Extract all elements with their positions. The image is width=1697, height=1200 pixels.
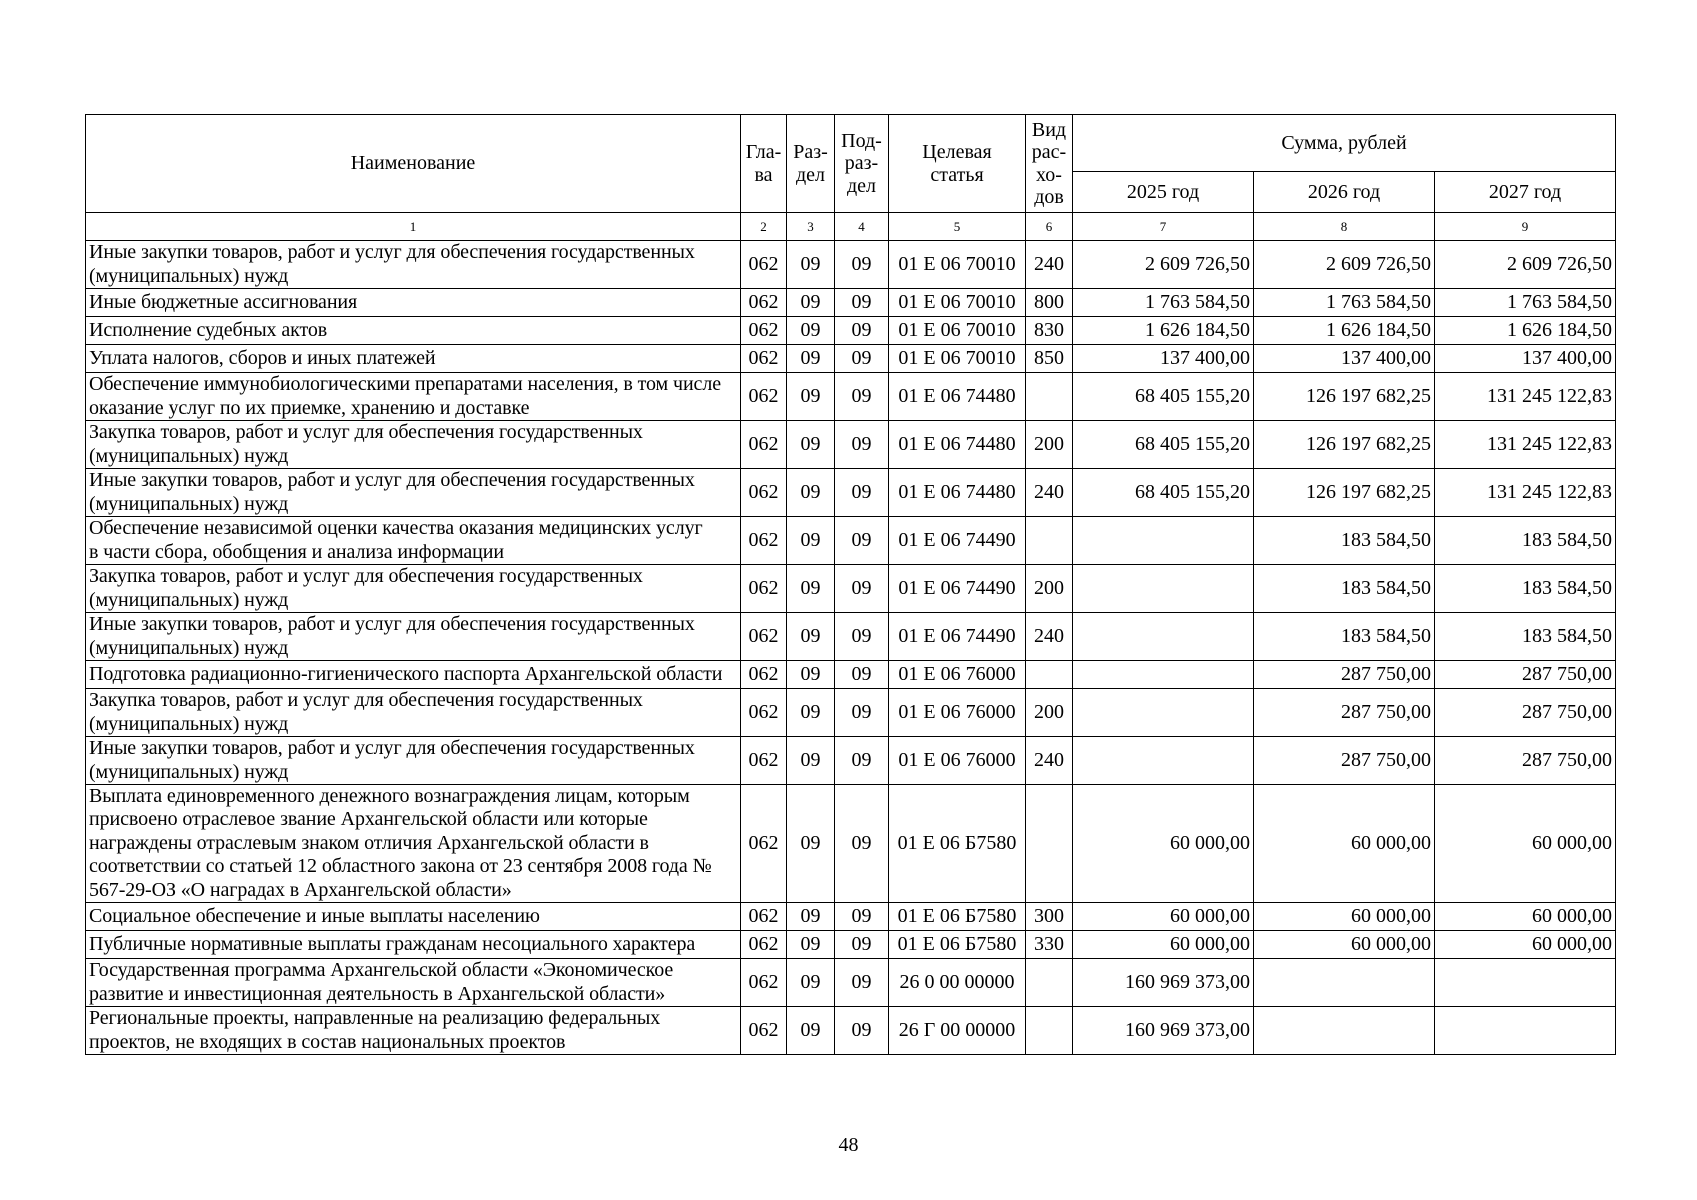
cell-section: 09 xyxy=(787,241,835,289)
cell-amount-2025: 160 969 373,00 xyxy=(1073,1007,1254,1055)
cell-chapter: 062 xyxy=(741,959,787,1007)
budget-table xyxy=(85,114,1616,1055)
table-row xyxy=(86,345,1616,373)
cell-subsection: 09 xyxy=(835,613,889,661)
cell-amount-2027 xyxy=(1435,959,1616,1007)
cell-target-item: 01 Е 06 70010 xyxy=(889,317,1026,345)
cell-amount-2025: 2 609 726,50 xyxy=(1073,241,1254,289)
cell-subsection: 09 xyxy=(835,289,889,317)
table-row xyxy=(86,931,1616,959)
table-row xyxy=(86,373,1616,421)
cell-expense-type: 800 xyxy=(1026,289,1073,317)
table-header xyxy=(86,115,1616,213)
table-row xyxy=(86,959,1616,1007)
cell-name: Закупка товаров, работ и услуг для обеспечения государственных (муниципальных) нужд xyxy=(86,689,741,737)
cell-target-item: 26 Г 00 00000 xyxy=(889,1007,1026,1055)
cell-expense-type: 240 xyxy=(1026,241,1073,289)
cell-name: Публичные нормативные выплаты гражданам несоциального характера xyxy=(86,931,741,959)
cell-chapter: 062 xyxy=(741,931,787,959)
cell-target-item: 01 Е 06 74490 xyxy=(889,613,1026,661)
cell-section: 09 xyxy=(787,517,835,565)
cell-chapter: 062 xyxy=(741,785,787,903)
cell-amount-2025: 68 405 155,20 xyxy=(1073,373,1254,421)
header-year-2025: 2025 год xyxy=(1073,172,1254,213)
cell-expense-type: 330 xyxy=(1026,931,1073,959)
cell-chapter: 062 xyxy=(741,241,787,289)
cell-subsection: 09 xyxy=(835,345,889,373)
table-body xyxy=(86,213,1616,1055)
cell-section: 09 xyxy=(787,565,835,613)
header-expense-type: Вид рас- хо- дов xyxy=(1026,115,1073,213)
table-row xyxy=(86,903,1616,931)
cell-subsection: 09 xyxy=(835,1007,889,1055)
cell-amount-2026: 126 197 682,25 xyxy=(1254,469,1435,517)
table-row xyxy=(86,469,1616,517)
cell-expense-type xyxy=(1026,959,1073,1007)
cell-amount-2026: 287 750,00 xyxy=(1254,737,1435,785)
cell-amount-2026: 287 750,00 xyxy=(1254,661,1435,689)
cell-name: Обеспечение независимой оценки качества оказания медицинских услуг в части сбора, обобщения и анализа информации xyxy=(86,517,741,565)
cell-subsection: 09 xyxy=(835,317,889,345)
column-number: 3 xyxy=(787,213,835,241)
cell-section: 09 xyxy=(787,737,835,785)
cell-expense-type: 200 xyxy=(1026,689,1073,737)
column-number: 8 xyxy=(1254,213,1435,241)
cell-target-item: 01 Е 06 74480 xyxy=(889,373,1026,421)
cell-amount-2026: 287 750,00 xyxy=(1254,689,1435,737)
cell-chapter: 062 xyxy=(741,517,787,565)
cell-amount-2025 xyxy=(1073,517,1254,565)
cell-amount-2025: 137 400,00 xyxy=(1073,345,1254,373)
cell-amount-2027: 131 245 122,83 xyxy=(1435,469,1616,517)
cell-amount-2027: 131 245 122,83 xyxy=(1435,373,1616,421)
cell-section: 09 xyxy=(787,469,835,517)
header-subsection: Под- раз- дел xyxy=(835,115,889,213)
table-row xyxy=(86,517,1616,565)
cell-name: Обеспечение иммунобиологическими препаратами населения, в том числе оказание услуг по их приемке, хранению и доставке xyxy=(86,373,741,421)
cell-section: 09 xyxy=(787,613,835,661)
cell-target-item: 01 Е 06 Б7580 xyxy=(889,931,1026,959)
table-row xyxy=(86,1007,1616,1055)
header-target-item: Целевая статья xyxy=(889,115,1026,213)
cell-amount-2026: 126 197 682,25 xyxy=(1254,421,1435,469)
cell-subsection: 09 xyxy=(835,785,889,903)
cell-chapter: 062 xyxy=(741,469,787,517)
cell-name: Иные закупки товаров, работ и услуг для обеспечения государственных (муниципальных) нужд xyxy=(86,613,741,661)
cell-name: Уплата налогов, сборов и иных платежей xyxy=(86,345,741,373)
table-row xyxy=(86,737,1616,785)
header-section: Раз- дел xyxy=(787,115,835,213)
cell-expense-type: 200 xyxy=(1026,565,1073,613)
cell-name: Выплата единовременного денежного вознаграждения лицам, которым присвоено отраслевое звание Архангельской области или которые награждены отраслевым знаком отличия Архангельской области в соответствии со статьей 12 областного закона от 23 сентября 2008 года № 567-29-ОЗ «О наградах в Архангельской области» xyxy=(86,785,741,903)
cell-expense-type: 830 xyxy=(1026,317,1073,345)
cell-amount-2025 xyxy=(1073,661,1254,689)
cell-chapter: 062 xyxy=(741,565,787,613)
column-number: 2 xyxy=(741,213,787,241)
cell-amount-2027: 183 584,50 xyxy=(1435,565,1616,613)
column-number: 4 xyxy=(835,213,889,241)
cell-section: 09 xyxy=(787,785,835,903)
table-row xyxy=(86,785,1616,903)
table-row xyxy=(86,317,1616,345)
cell-amount-2026: 183 584,50 xyxy=(1254,517,1435,565)
page-number: 48 xyxy=(838,1134,859,1156)
cell-amount-2026: 60 000,00 xyxy=(1254,903,1435,931)
cell-chapter: 062 xyxy=(741,373,787,421)
cell-target-item: 01 Е 06 74490 xyxy=(889,517,1026,565)
cell-amount-2027 xyxy=(1435,1007,1616,1055)
cell-subsection: 09 xyxy=(835,931,889,959)
cell-expense-type: 240 xyxy=(1026,613,1073,661)
header-amount: Сумма, рублей xyxy=(1073,115,1616,172)
cell-name: Иные закупки товаров, работ и услуг для обеспечения государственных (муниципальных) нужд xyxy=(86,469,741,517)
cell-target-item: 01 Е 06 76000 xyxy=(889,737,1026,785)
cell-amount-2025: 60 000,00 xyxy=(1073,903,1254,931)
cell-subsection: 09 xyxy=(835,373,889,421)
cell-amount-2027: 1 626 184,50 xyxy=(1435,317,1616,345)
cell-section: 09 xyxy=(787,689,835,737)
cell-amount-2027: 287 750,00 xyxy=(1435,661,1616,689)
cell-name: Региональные проекты, направленные на реализацию федеральных проектов, не входящих в состав национальных проектов xyxy=(86,1007,741,1055)
cell-amount-2027: 60 000,00 xyxy=(1435,931,1616,959)
cell-chapter: 062 xyxy=(741,1007,787,1055)
column-number-row xyxy=(86,213,1616,241)
cell-amount-2025: 1 626 184,50 xyxy=(1073,317,1254,345)
cell-target-item: 01 Е 06 76000 xyxy=(889,661,1026,689)
cell-amount-2027: 60 000,00 xyxy=(1435,903,1616,931)
cell-amount-2027: 2 609 726,50 xyxy=(1435,241,1616,289)
cell-subsection: 09 xyxy=(835,903,889,931)
cell-expense-type xyxy=(1026,661,1073,689)
column-number: 1 xyxy=(86,213,741,241)
cell-amount-2026: 183 584,50 xyxy=(1254,565,1435,613)
cell-chapter: 062 xyxy=(741,689,787,737)
cell-name: Закупка товаров, работ и услуг для обеспечения государственных (муниципальных) нужд xyxy=(86,565,741,613)
cell-target-item: 01 Е 06 76000 xyxy=(889,689,1026,737)
cell-chapter: 062 xyxy=(741,345,787,373)
cell-subsection: 09 xyxy=(835,661,889,689)
cell-amount-2025 xyxy=(1073,737,1254,785)
cell-amount-2027: 131 245 122,83 xyxy=(1435,421,1616,469)
cell-section: 09 xyxy=(787,661,835,689)
cell-amount-2027: 60 000,00 xyxy=(1435,785,1616,903)
cell-expense-type xyxy=(1026,785,1073,903)
cell-amount-2026: 1 763 584,50 xyxy=(1254,289,1435,317)
cell-target-item: 01 Е 06 74490 xyxy=(889,565,1026,613)
cell-amount-2025: 60 000,00 xyxy=(1073,931,1254,959)
table-row xyxy=(86,289,1616,317)
cell-target-item: 01 Е 06 Б7580 xyxy=(889,785,1026,903)
cell-amount-2026: 126 197 682,25 xyxy=(1254,373,1435,421)
column-number: 9 xyxy=(1435,213,1616,241)
cell-amount-2027: 287 750,00 xyxy=(1435,737,1616,785)
header-chapter: Гла- ва xyxy=(741,115,787,213)
cell-chapter: 062 xyxy=(741,613,787,661)
cell-target-item: 01 Е 06 70010 xyxy=(889,345,1026,373)
cell-section: 09 xyxy=(787,317,835,345)
cell-subsection: 09 xyxy=(835,517,889,565)
header-name: Наименование xyxy=(86,115,741,213)
cell-amount-2025: 60 000,00 xyxy=(1073,785,1254,903)
table-row xyxy=(86,241,1616,289)
cell-name: Иные закупки товаров, работ и услуг для обеспечения государственных (муниципальных) нужд xyxy=(86,241,741,289)
cell-amount-2025 xyxy=(1073,565,1254,613)
cell-amount-2025: 68 405 155,20 xyxy=(1073,421,1254,469)
cell-target-item: 26 0 00 00000 xyxy=(889,959,1026,1007)
header-year-2027: 2027 год xyxy=(1435,172,1616,213)
cell-amount-2027: 287 750,00 xyxy=(1435,689,1616,737)
cell-amount-2027: 1 763 584,50 xyxy=(1435,289,1616,317)
cell-amount-2026 xyxy=(1254,959,1435,1007)
cell-amount-2026: 2 609 726,50 xyxy=(1254,241,1435,289)
cell-target-item: 01 Е 06 74480 xyxy=(889,469,1026,517)
cell-expense-type: 300 xyxy=(1026,903,1073,931)
cell-section: 09 xyxy=(787,959,835,1007)
cell-name: Государственная программа Архангельской области «Экономическое развитие и инвестиционная деятельность в Архангельской области» xyxy=(86,959,741,1007)
table-row xyxy=(86,421,1616,469)
cell-subsection: 09 xyxy=(835,469,889,517)
cell-chapter: 062 xyxy=(741,289,787,317)
cell-section: 09 xyxy=(787,421,835,469)
cell-chapter: 062 xyxy=(741,737,787,785)
cell-expense-type xyxy=(1026,517,1073,565)
cell-amount-2025 xyxy=(1073,689,1254,737)
cell-expense-type xyxy=(1026,373,1073,421)
cell-expense-type: 240 xyxy=(1026,737,1073,785)
cell-amount-2027: 183 584,50 xyxy=(1435,517,1616,565)
table-row xyxy=(86,689,1616,737)
cell-subsection: 09 xyxy=(835,737,889,785)
cell-target-item: 01 Е 06 74480 xyxy=(889,421,1026,469)
cell-expense-type: 240 xyxy=(1026,469,1073,517)
cell-subsection: 09 xyxy=(835,241,889,289)
cell-target-item: 01 Е 06 Б7580 xyxy=(889,903,1026,931)
cell-amount-2025: 68 405 155,20 xyxy=(1073,469,1254,517)
cell-chapter: 062 xyxy=(741,903,787,931)
cell-section: 09 xyxy=(787,373,835,421)
cell-subsection: 09 xyxy=(835,565,889,613)
cell-amount-2025 xyxy=(1073,613,1254,661)
cell-amount-2027: 183 584,50 xyxy=(1435,613,1616,661)
cell-chapter: 062 xyxy=(741,421,787,469)
column-number: 6 xyxy=(1026,213,1073,241)
cell-subsection: 09 xyxy=(835,959,889,1007)
cell-name: Социальное обеспечение и иные выплаты населению xyxy=(86,903,741,931)
cell-amount-2025: 1 763 584,50 xyxy=(1073,289,1254,317)
cell-name: Иные закупки товаров, работ и услуг для обеспечения государственных (муниципальных) нужд xyxy=(86,737,741,785)
column-number: 5 xyxy=(889,213,1026,241)
cell-target-item: 01 Е 06 70010 xyxy=(889,289,1026,317)
cell-amount-2026: 183 584,50 xyxy=(1254,613,1435,661)
cell-amount-2026 xyxy=(1254,1007,1435,1055)
cell-subsection: 09 xyxy=(835,421,889,469)
table-row xyxy=(86,661,1616,689)
cell-section: 09 xyxy=(787,903,835,931)
cell-section: 09 xyxy=(787,345,835,373)
cell-amount-2026: 60 000,00 xyxy=(1254,785,1435,903)
cell-subsection: 09 xyxy=(835,689,889,737)
cell-name: Закупка товаров, работ и услуг для обеспечения государственных (муниципальных) нужд xyxy=(86,421,741,469)
table-row xyxy=(86,565,1616,613)
cell-amount-2026: 137 400,00 xyxy=(1254,345,1435,373)
cell-chapter: 062 xyxy=(741,661,787,689)
cell-name: Исполнение судебных актов xyxy=(86,317,741,345)
cell-section: 09 xyxy=(787,1007,835,1055)
cell-amount-2025: 160 969 373,00 xyxy=(1073,959,1254,1007)
cell-chapter: 062 xyxy=(741,317,787,345)
cell-section: 09 xyxy=(787,289,835,317)
cell-name: Подготовка радиационно-гигиенического паспорта Архангельской области xyxy=(86,661,741,689)
cell-expense-type: 200 xyxy=(1026,421,1073,469)
cell-expense-type xyxy=(1026,1007,1073,1055)
cell-expense-type: 850 xyxy=(1026,345,1073,373)
cell-target-item: 01 Е 06 70010 xyxy=(889,241,1026,289)
cell-section: 09 xyxy=(787,931,835,959)
header-year-2026: 2026 год xyxy=(1254,172,1435,213)
cell-amount-2026: 1 626 184,50 xyxy=(1254,317,1435,345)
cell-amount-2027: 137 400,00 xyxy=(1435,345,1616,373)
cell-amount-2026: 60 000,00 xyxy=(1254,931,1435,959)
cell-name: Иные бюджетные ассигнования xyxy=(86,289,741,317)
column-number: 7 xyxy=(1073,213,1254,241)
table-row xyxy=(86,613,1616,661)
